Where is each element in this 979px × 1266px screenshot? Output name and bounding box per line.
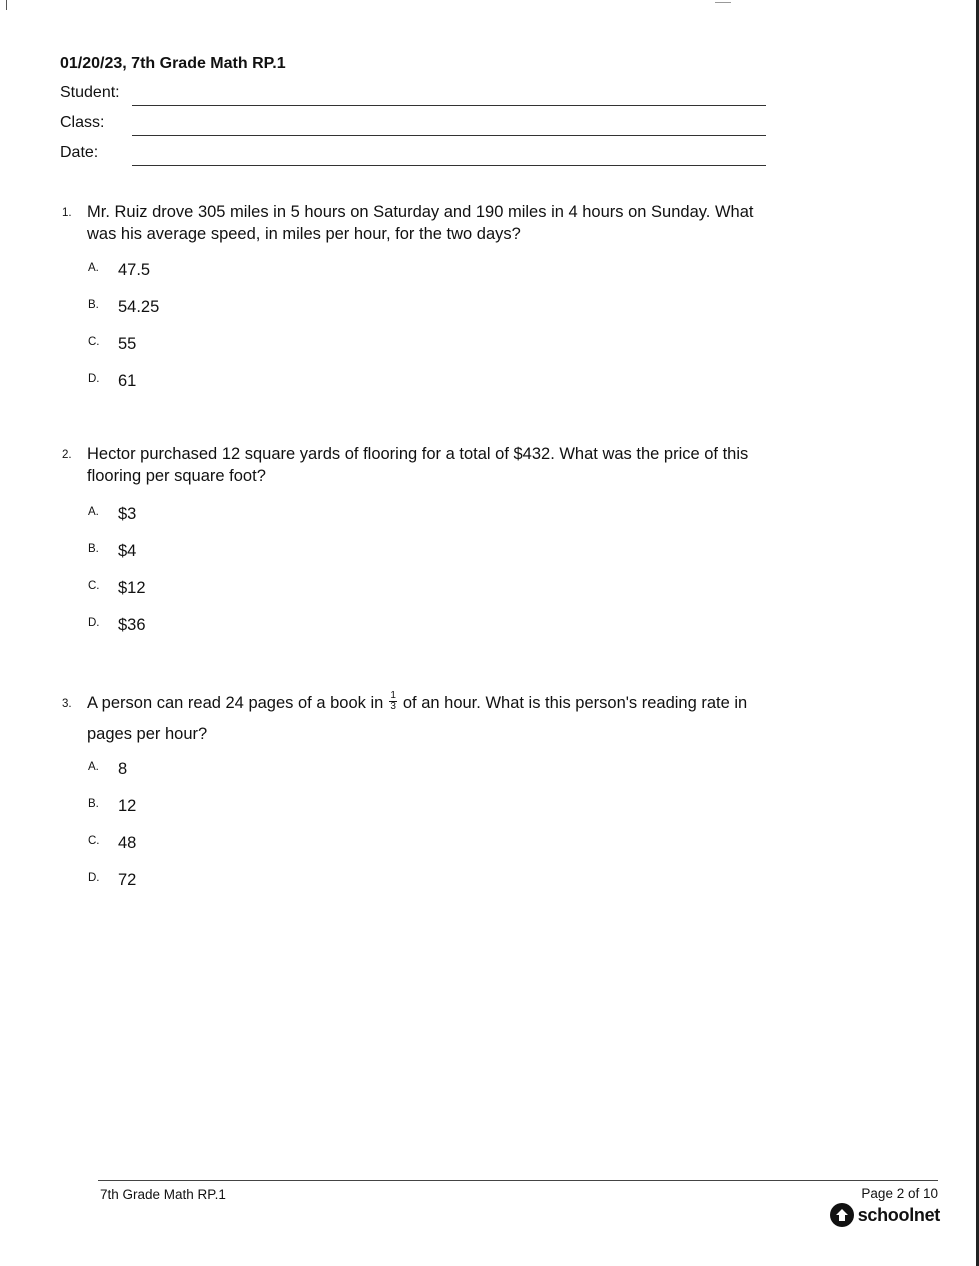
option-text: $36 (118, 616, 146, 634)
option-text: 61 (118, 372, 137, 390)
date-label: Date: (60, 144, 99, 161)
scan-artifact (715, 2, 731, 3)
option-text: $4 (118, 542, 137, 560)
option-text: 55 (118, 335, 137, 353)
option-letter: A. (88, 506, 99, 518)
student-field (60, 84, 770, 108)
date-field (60, 144, 770, 168)
fraction-numerator: 1 (390, 690, 396, 702)
footer-divider (98, 1180, 938, 1181)
option-letter: D. (88, 617, 100, 629)
option-text: $12 (118, 579, 146, 597)
schoolnet-logo (830, 1202, 940, 1228)
option-text: 72 (118, 871, 137, 889)
option-text: 47.5 (118, 261, 151, 279)
footer-course-title: 7th Grade Math RP.1 (100, 1187, 226, 1202)
option-letter: B. (88, 543, 99, 555)
question-number: 2. (62, 449, 72, 461)
question-text-after: of an hour. What is this person's reading rate in pages per hour? (87, 694, 748, 743)
question-number: 1. (62, 207, 72, 219)
option-letter: B. (88, 798, 99, 810)
question-number: 3. (62, 698, 72, 710)
class-label: Class: (60, 114, 105, 131)
option-text: 8 (118, 760, 128, 778)
question-text (87, 688, 757, 750)
option-text: 12 (118, 797, 137, 815)
date-blank-line[interactable] (132, 165, 766, 166)
option-text: $3 (118, 505, 137, 523)
question-text: Mr. Ruiz drove 305 miles in 5 hours on Saturday and 190 miles in 4 hours on Sunday. What was his average speed, in miles per hour, for the two days? (87, 203, 754, 243)
page-title: 01/20/23, 7th Grade Math RP.1 (60, 55, 286, 72)
student-label: Student: (60, 84, 120, 101)
page-number: Page 2 of 10 (861, 1186, 938, 1201)
option-letter: C. (88, 336, 100, 348)
option-text: 48 (118, 834, 137, 852)
option-letter: C. (88, 580, 100, 592)
question-text: Hector purchased 12 square yards of flooring for a total of $432. What was the price of this flooring per square foot? (87, 445, 749, 485)
brand-name: schoolnet (857, 1204, 940, 1225)
student-blank-line[interactable] (132, 105, 766, 106)
option-text: 54.25 (118, 298, 160, 316)
fraction (389, 691, 397, 712)
option-letter: A. (88, 761, 99, 773)
option-letter: B. (88, 299, 99, 311)
schoolnet-logo-icon (830, 1203, 854, 1227)
option-letter: D. (88, 373, 100, 385)
fraction-denominator: 3 (390, 701, 396, 713)
scan-artifact (6, 0, 7, 10)
option-letter: D. (88, 872, 100, 884)
option-letter: C. (88, 835, 100, 847)
class-blank-line[interactable] (132, 135, 766, 136)
question-text-before: A person can read 24 pages of a book in (87, 694, 384, 712)
class-field (60, 114, 770, 138)
option-letter: A. (88, 262, 99, 274)
